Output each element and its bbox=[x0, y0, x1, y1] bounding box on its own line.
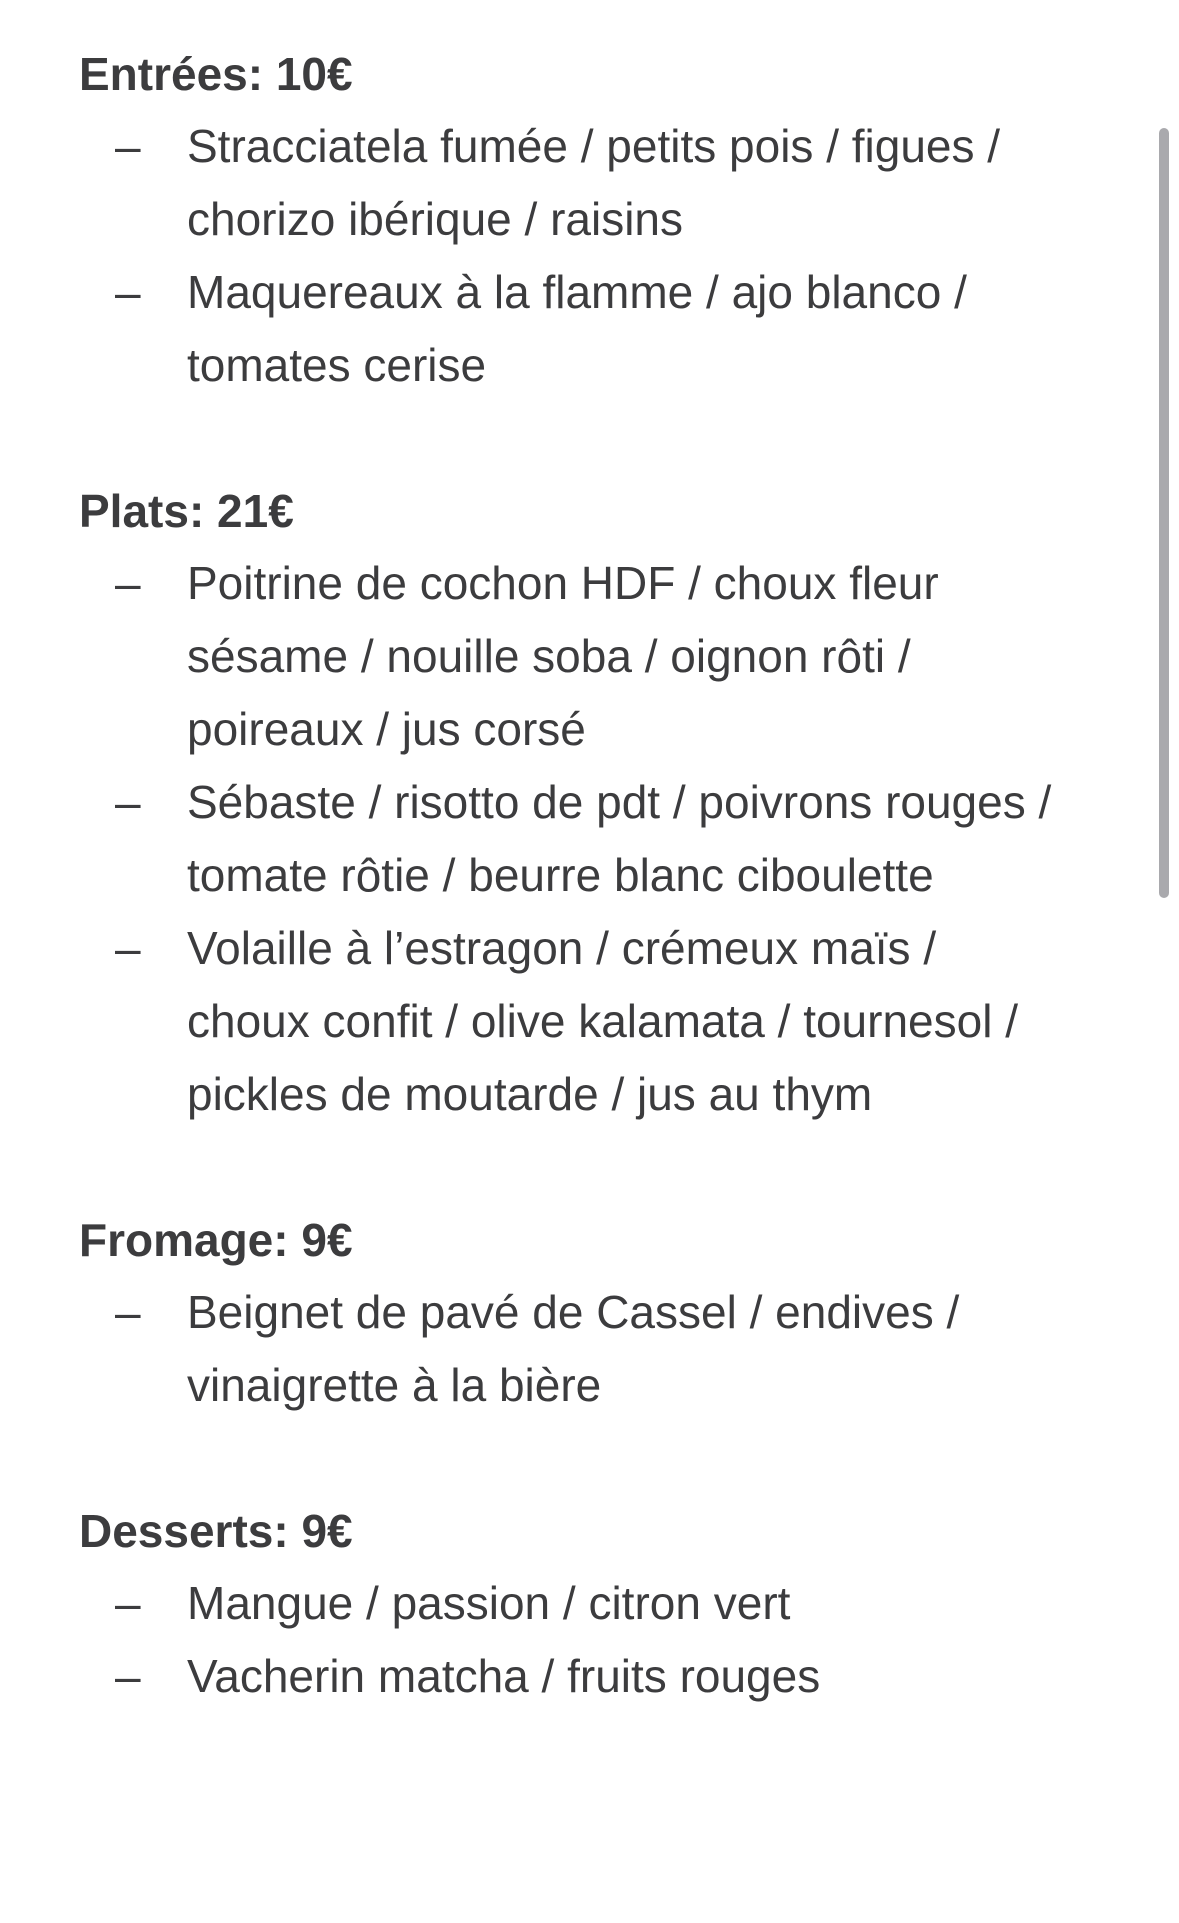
list-item bbox=[79, 547, 1057, 766]
bullet-dash: – bbox=[115, 266, 141, 318]
menu-note bbox=[79, 38, 1119, 1786]
list-item bbox=[79, 256, 1057, 402]
bullet-dash: – bbox=[115, 1286, 141, 1338]
item-list-desserts bbox=[79, 1567, 1119, 1713]
item-text: Stracciatela fumée / petits pois / figues / chorizo ibérique / raisins bbox=[187, 120, 1001, 245]
section-heading-entrees: Entrées: 10€ bbox=[79, 48, 353, 100]
item-list-fromage bbox=[79, 1276, 1119, 1422]
section-heading-desserts: Desserts: 9€ bbox=[79, 1505, 353, 1557]
item-text: Vacherin matcha / fruits rouges bbox=[187, 1650, 821, 1702]
list-item bbox=[79, 912, 1057, 1131]
item-text: Maquereaux à la flamme / ajo blanco / tomates cerise bbox=[187, 266, 967, 391]
bullet-dash: – bbox=[115, 776, 141, 828]
bullet-dash: – bbox=[115, 1577, 141, 1629]
section-heading-fromage: Fromage: 9€ bbox=[79, 1214, 353, 1266]
section-entrees bbox=[79, 38, 1119, 402]
bullet-dash: – bbox=[115, 922, 141, 974]
item-text: Volaille à l’estragon / crémeux maïs / choux confit / olive kalamata / tournesol / pickles de moutarde / jus au thym bbox=[187, 922, 1018, 1120]
list-item bbox=[79, 1640, 1057, 1713]
item-list-plats bbox=[79, 547, 1119, 1131]
section-desserts bbox=[79, 1495, 1119, 1713]
list-item bbox=[79, 1276, 1057, 1422]
item-text: Sébaste / risotto de pdt / poivrons rouges / tomate rôtie / beurre blanc ciboulette bbox=[187, 776, 1052, 901]
item-text: Mangue / passion / citron vert bbox=[187, 1577, 791, 1629]
list-item bbox=[79, 766, 1057, 912]
bullet-dash: – bbox=[115, 120, 141, 172]
item-text: Poitrine de cochon HDF / choux fleur sésame / nouille soba / oignon rôti / poireaux / jus corsé bbox=[187, 557, 939, 755]
item-text: Beignet de pavé de Cassel / endives / vinaigrette à la bière bbox=[187, 1286, 960, 1411]
scrollbar[interactable] bbox=[1159, 128, 1169, 898]
bullet-dash: – bbox=[115, 1650, 141, 1702]
section-fromage bbox=[79, 1204, 1119, 1422]
list-item bbox=[79, 1567, 1057, 1640]
section-plats bbox=[79, 475, 1119, 1131]
section-heading-plats: Plats: 21€ bbox=[79, 485, 294, 537]
list-item bbox=[79, 110, 1057, 256]
bullet-dash: – bbox=[115, 557, 141, 609]
item-list-entrees bbox=[79, 110, 1119, 402]
